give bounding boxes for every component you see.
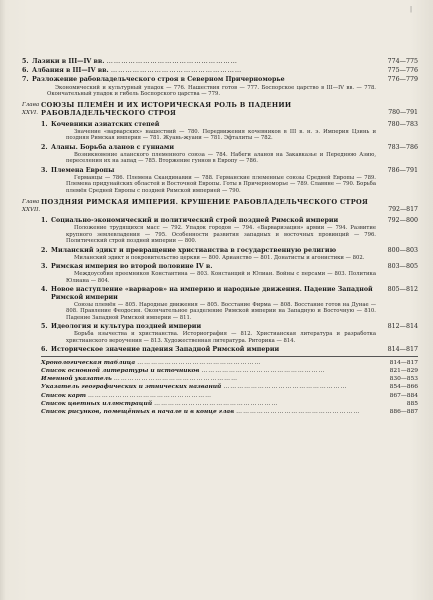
entry-description: Экономический и культурный упадок — 776. Нашествия готов — 777. Боспорское царство в III—IV вв. — 778. Окончательный упадок и гибель Боспорского царства — 779. xyxy=(47,84,376,98)
appendix-pages: 821—829 xyxy=(389,368,418,375)
appendix-title: Список карт ……………………………………………… xyxy=(41,391,213,399)
entry-pages: 776—779 xyxy=(387,76,418,84)
entry-number: 1. xyxy=(41,120,48,128)
toc-entry xyxy=(41,286,418,321)
entry-number: 6. xyxy=(41,345,48,353)
entry-pages: 786—791 xyxy=(387,166,418,174)
toc-entry xyxy=(22,67,418,74)
entry-pages: 800—803 xyxy=(387,246,418,254)
appendix-pages: 830—853 xyxy=(389,376,418,383)
entry-pages: 792—800 xyxy=(387,217,418,225)
chapter-heading xyxy=(22,199,418,214)
page-edge-mark: | xyxy=(410,6,413,13)
divider xyxy=(41,356,418,357)
entry-number: 7. xyxy=(22,76,29,84)
appendix-entry xyxy=(41,400,418,408)
chapter-sections xyxy=(41,121,418,194)
entry-number: 2. xyxy=(41,246,48,254)
entry-description: Положение трудящихся масс — 792. Упадок городов — 794. «Варваризация» армии — 794. Развитие крупного землевладения — 795. Особенности развития западных и восточных провинций — 796. Политический строй поздней империи — 800. xyxy=(66,225,376,245)
entry-title: Племена Европы xyxy=(51,166,115,174)
toc-entry xyxy=(41,247,418,262)
entry-description: Междоусобия преемников Константина — 803. Констанций и Юлиан. Войны с персами — 803. Политика Юлиана — 804. xyxy=(66,271,376,284)
entry-pages: 814—817 xyxy=(387,345,418,353)
entry-number: 4. xyxy=(41,286,48,294)
toc-entry xyxy=(22,76,418,97)
entry-pages: 780—783 xyxy=(387,120,418,128)
entry-pages: 812—814 xyxy=(387,322,418,330)
entry-title: Историческое значение падения Западной Римской империи xyxy=(51,345,280,353)
entry-number: 5. xyxy=(41,322,48,330)
entry-title: Социально-экономический и политический строй поздней Римской империи xyxy=(51,217,339,225)
toc-entry xyxy=(41,263,418,284)
toc-entry xyxy=(41,167,418,194)
chapter-title: СОЮЗЫ ПЛЕМЁН И ИХ ИСТОРИЧЕСКАЯ РОЛЬ В ПАДЕНИИ РАБОВЛАДЕЛЬЧЕСКОГО СТРОЯ xyxy=(41,101,292,118)
entry-description: Миланский эдикт и покровительство церкви — 800. Арианство — 801. Донатисты и агонистики — 802. xyxy=(74,254,365,261)
chapter-title: ПОЗДНЯЯ РИМСКАЯ ИМПЕРИЯ. КРУШЕНИЕ РАБОВЛАДЕЛЬЧЕСКОГО СТРОЯ xyxy=(41,198,369,207)
chapter-heading xyxy=(22,102,418,117)
chapter-label: Глава XXVI. xyxy=(22,102,40,117)
entry-title: Лазики в III—IV вв. ……………………………………………… xyxy=(32,58,238,65)
appendix-entry xyxy=(41,408,418,416)
entry-description: Борьба язычества и христианства. Историография — 812. Христианская литература и разработка христианского вероучения — 813. Художественная литература. Риторика — 814. xyxy=(66,331,376,344)
entry-pages: 783—786 xyxy=(387,143,418,151)
entry-number: 3. xyxy=(41,263,48,271)
toc-entry xyxy=(41,346,418,353)
appendix-entry xyxy=(41,392,418,400)
appendix-entry xyxy=(41,375,418,383)
entry-title: Римская империя во второй половине IV в. xyxy=(51,263,213,271)
entry-description: Возникновение аланского племенного союза — 784. Набеги аланов на Закавказье и Переднюю Азию, переселения их на запад — 785. Вторжение гуннов в Европу — 786. xyxy=(66,151,376,165)
entry-description: Германцы — 786. Племена Скандинавии — 788. Германские племенные союзы Средней Европы — 789. Племена придунайских областей и Восточной Европы. Готы в Причерноморье — 789. Славяне — 790. Борьба племён Средней Европы с поздней Римской империей — 790. xyxy=(66,174,376,194)
entry-description: Значение «варварских» нашествий — 780. Передвижения кочевников в III в. н. э. Империя Цзинь и поздняя Римская империя — 781. Жуань-жуани — 781. Эфталиты — 782. xyxy=(66,128,376,142)
entry-title: Миланский эдикт и превращение христианства в государственную религию xyxy=(51,246,337,254)
entry-number: 3. xyxy=(41,166,48,174)
chapter-pages: 792—817 xyxy=(388,206,418,214)
toc-entry xyxy=(22,58,418,65)
appendix-entry xyxy=(41,359,418,367)
entry-pages: 805—812 xyxy=(387,286,418,294)
toc-entry xyxy=(41,121,418,142)
toc-entry xyxy=(41,217,418,244)
entry-number: 5. xyxy=(22,58,29,65)
table-of-contents xyxy=(22,56,418,416)
appendix-title: Указатель географических и этнических названий ……………………………………………… xyxy=(41,383,348,391)
entry-title: Кочевники азиатских степей xyxy=(51,120,160,128)
appendix-title: Именной указатель ……………………………………………… xyxy=(41,375,238,383)
appendix-title: Список основной литературы и источников ……………………………………………… xyxy=(41,367,326,375)
entry-title: Новое наступление «варваров» на империю и народные движения. Падение Западной Римской империи xyxy=(51,286,373,301)
appendix-pages: 886—887 xyxy=(389,408,418,415)
toc-entry xyxy=(41,144,418,165)
appendix-pages: 814—817 xyxy=(389,360,418,367)
entry-pages: 775—776 xyxy=(387,67,418,75)
entry-number: 2. xyxy=(41,143,48,151)
chapter-sections xyxy=(41,217,418,353)
entry-number: 1. xyxy=(41,217,48,225)
appendix-entry xyxy=(41,383,418,391)
entry-title: Албания в III—IV вв. ……………………………………………… xyxy=(32,67,243,75)
entry-pages: 803—805 xyxy=(387,263,418,271)
appendix-pages: 867—884 xyxy=(389,392,418,399)
appendix-pages: 885 xyxy=(406,400,418,407)
entry-number: 6. xyxy=(22,67,29,75)
chapter-label: Глава XXVII. xyxy=(22,199,41,213)
appendix-title: Хронологическая таблица ……………………………………………… xyxy=(41,359,262,367)
entry-title: Идеология и культура поздней империи xyxy=(51,322,202,330)
toc-entry xyxy=(41,323,418,344)
entry-title: Аланы. Борьба аланов с гуннами xyxy=(51,143,175,151)
appendix-entry xyxy=(41,367,418,375)
entry-description: Союзы племён — 805. Народные движения — 805. Восстание Фирма — 808. Восстание готов на Дунае — 808. Правление Феодосия. Окончательное разделение Римской империи на Западную и Восточную — 810. Падение Западной Римской империи — 811. xyxy=(66,301,376,321)
chapter-pages: 780—791 xyxy=(388,109,418,117)
entry-title: Разложение рабовладельческого строя в Северном Причерноморье xyxy=(32,76,285,84)
appendix-pages: 854—866 xyxy=(389,384,418,391)
appendix-title: Список цветных иллюстраций ……………………………………………… xyxy=(41,399,279,407)
appendix-title: Список рисунков, помещённых в начале и в конце глав ……………………………………………… xyxy=(41,407,361,415)
entry-pages: 774—775 xyxy=(387,58,418,65)
